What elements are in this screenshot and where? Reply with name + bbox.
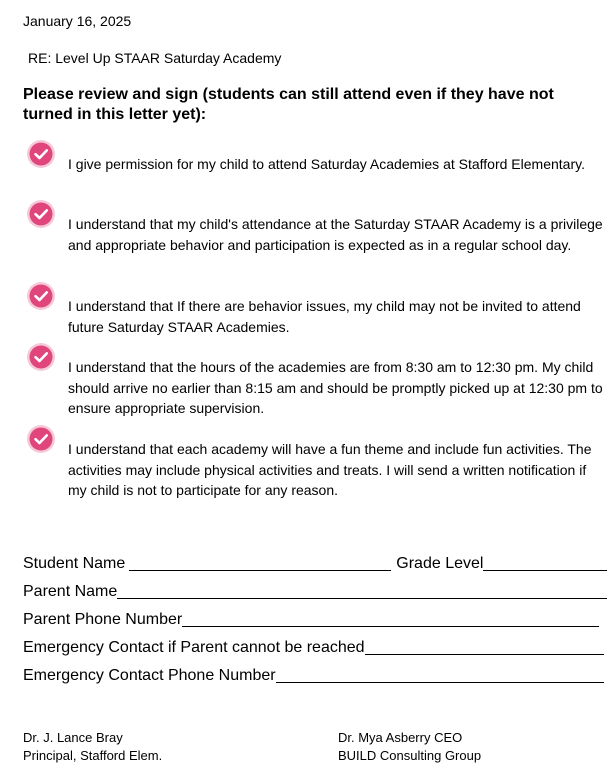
emergency-contact-label: Emergency Contact if Parent cannot be reached: [23, 639, 365, 656]
emergency-phone-label: Emergency Contact Phone Number: [23, 667, 276, 684]
check-circle-icon: [26, 139, 56, 169]
check-circle-icon: [26, 199, 56, 229]
principal-name: Dr. J. Lance Bray: [23, 730, 123, 745]
parent-phone-field[interactable]: [182, 626, 599, 627]
parent-phone-label: Parent Phone Number: [23, 611, 183, 628]
emergency-phone-row: [23, 666, 607, 686]
letter-date: January 16, 2025: [23, 13, 132, 29]
grade-level-label: Grade Level: [396, 555, 484, 572]
instruction-heading: Please review and sign (students can still attend even if they have not turned in this letter yet):: [23, 86, 554, 123]
student-info-row: [23, 554, 607, 574]
check-circle-icon: [26, 342, 56, 372]
check-circle-icon: [26, 424, 56, 454]
ceo-name: Dr. Mya Asberry CEO: [338, 730, 463, 745]
hours-item-text: I understand that the hours of the academies are from 8:30 am to 12:30 pm. My child should arrive no earlier than 8:15 am and should be promptly picked up at 12:30 pm to ensure appropriate supervision.: [68, 359, 603, 416]
student-name-field[interactable]: [129, 570, 391, 571]
grade-level-field[interactable]: [483, 570, 607, 571]
parent-phone-row: [23, 610, 607, 630]
attendance-item-text: I understand that my child's attendance at the Saturday STAAR Academy is a privilege and appropriate behavior and participation is expected as in a regular school day.: [68, 216, 603, 253]
emergency-contact-field[interactable]: [365, 654, 604, 655]
parent-name-label: Parent Name: [23, 583, 118, 600]
theme-item-text: I understand that each academy will have a fun theme and include fun activities. The activities may include physical activities and treats. I will send a written notification if my child is not to participate for any reason.: [68, 441, 592, 498]
behavior-item-text: I understand that If there are behavior issues, my child may not be invited to attend future Saturday STAAR Academies.: [68, 298, 581, 335]
parent-name-row: [23, 582, 607, 602]
ceo-signature-block: [338, 729, 481, 765]
emergency-phone-field[interactable]: [276, 682, 604, 683]
check-circle-icon: [26, 281, 56, 311]
principal-title: Principal, Stafford Elem.: [23, 748, 163, 763]
permission-item-text: I give permission for my child to attend Saturday Academies at Stafford Elementary.: [68, 156, 585, 172]
re-line: RE: Level Up STAAR Saturday Academy: [28, 50, 282, 66]
principal-signature-block: [23, 729, 162, 765]
emergency-contact-row: [23, 638, 607, 658]
parent-name-field[interactable]: [117, 598, 607, 599]
student-name-label: Student Name: [23, 555, 126, 572]
ceo-title: BUILD Consulting Group: [338, 748, 482, 763]
